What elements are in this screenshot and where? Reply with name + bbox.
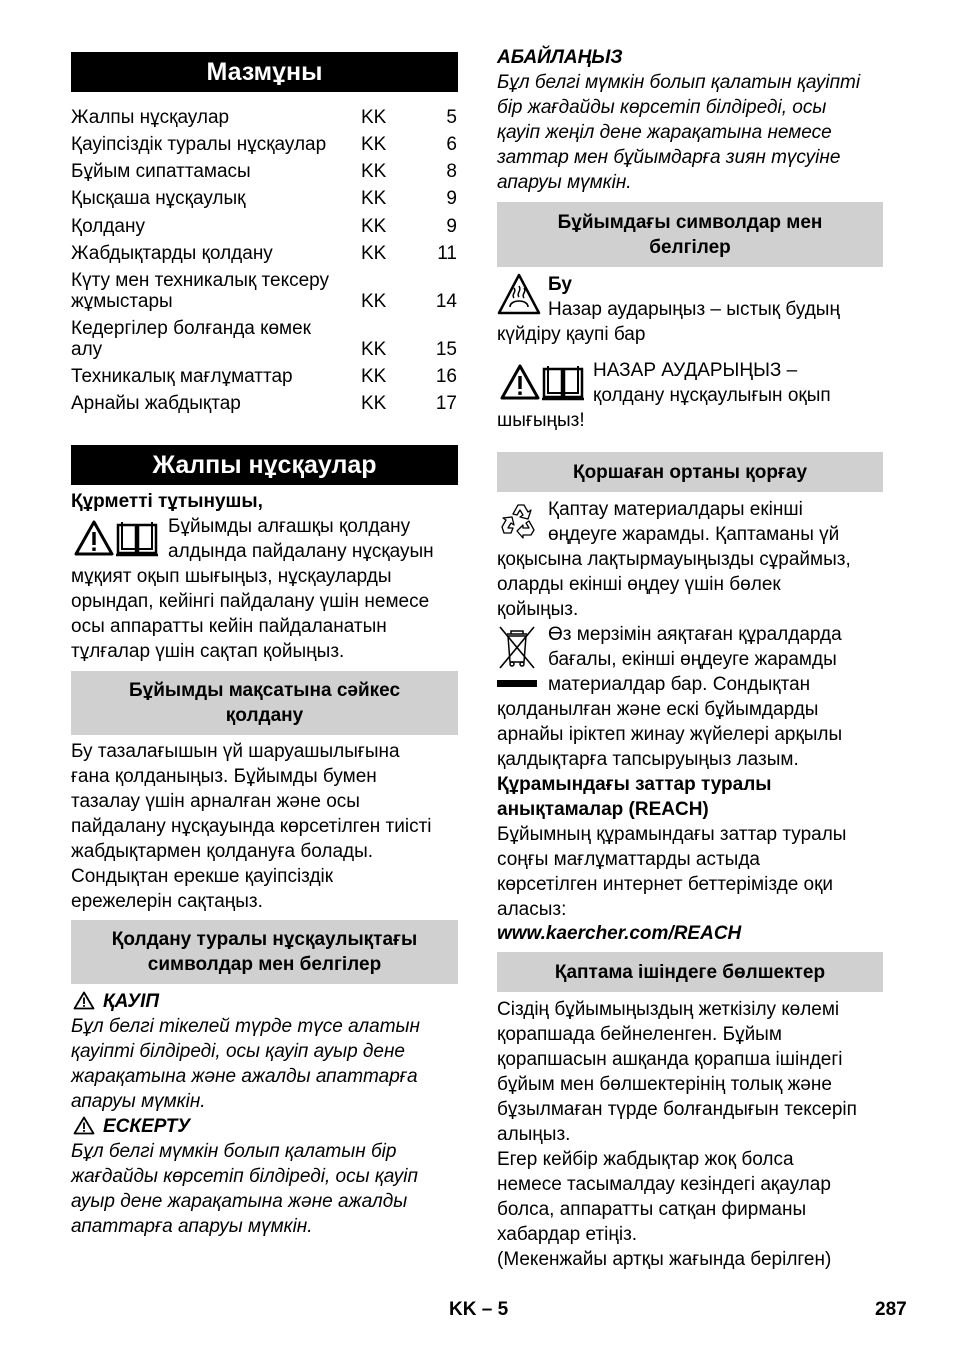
package-heading: Қаптама ішіндеге бөлшектер bbox=[497, 952, 883, 992]
package-text: Сіздің бұйымыңыздың жеткізілу көлемі қорапшада бейнеленген. Бұйым қорапшасын ашқанда қорапша ішіндегі бұйым мен бөлшектерінің толық және бұзылмаған түрде болғандығын тексеріп алыңыз. Егер кейбір жабдықтар жоқ болса немесе тасымалдау кезіндегі ақаулар болса, аппаратты сатқан фирманы хабардар етіңіз. (Мекенжайы артқы жағында берілген) bbox=[497, 999, 857, 1270]
intro-lines-full: мұқият оқып шығыңыз, нұсқауларды орындап, кейінгі пайдалану үшін немесе осы аппаратты кейін пайдаланатын тұлғалар үшін сақтап қойыңыз. bbox=[71, 566, 430, 662]
weee-text-full: қолданылған және ескі бұйымдарды арнайы іріктеп жинау жүйелері арқылы қалдықтарға тапсыруыңыз лазым. bbox=[497, 699, 843, 770]
warning-small-icon bbox=[73, 1116, 95, 1135]
weee-text-short: Өз мерзімін аяқтаған құралдарда бағалы, екінші өңдеуге жарамды материалдар бар. Сондықтан bbox=[548, 624, 842, 695]
steam-hazard-icon bbox=[497, 273, 541, 317]
warning-triangle-icon bbox=[74, 520, 114, 556]
toc-item[interactable]: Жабдықтарды қолдану KK 11 bbox=[71, 243, 457, 264]
toc-item[interactable]: Қолдану KK 9 bbox=[71, 216, 457, 237]
danger-text: Бұл белгі тікелей түрде түсе алатын қауіпті білдіреді, осы қауіп ауыр дене жарақатына және ажалды апаттарға апаруы мүмкін. bbox=[71, 1016, 420, 1112]
toc-item[interactable]: Күту мен техникалық тексеру жұмыстары KK 14 bbox=[71, 270, 457, 312]
steam-line-2: күйдіру қаупі бар bbox=[497, 324, 646, 345]
toc-heading: Мазмұны bbox=[71, 52, 458, 92]
toc-item[interactable]: Арнайы жабдықтар KK 17 bbox=[71, 393, 457, 414]
danger-label: ҚАУІП bbox=[103, 991, 160, 1012]
crossed-bin-icon bbox=[497, 624, 537, 694]
steam-label: Бу bbox=[548, 274, 572, 295]
manual-line-3: шығыңыз! bbox=[497, 410, 585, 431]
symbols-manual-heading: Қолдану туралы нұсқаулықтағы символдар мен белгілер bbox=[71, 920, 458, 984]
reach-text: Бұйымның құрамындағы заттар туралы соңғы мағлұматтарды астыда көрсетілген интернет беттерімізде оқи аласыз: bbox=[497, 824, 847, 920]
intro-lines-short: Бұйымды алғашқы қолдану алдында пайдалану нұсқауын bbox=[168, 516, 434, 562]
manual-line-2: қолдану нұсқаулығын оқып bbox=[593, 385, 831, 406]
manual-line-1: НАЗАР АУДАРЫҢЫЗ – bbox=[593, 360, 798, 381]
manual-book-icon bbox=[541, 363, 585, 401]
recycle-text-short: Қаптау материалдары екінші өңдеуге жарамды. Қаптаманы үй bbox=[548, 499, 840, 545]
general-heading: Жалпы нұсқаулар bbox=[71, 445, 458, 485]
intended-use-text: Бу тазалағышын үй шаруашылығына ғана қолданыңыз. Бұйымды бумен тазалау үшін арналған және осы пайдалану нұсқауында көрсетілген тиісті жабдықтармен қолдануға болады. Сондықтан ерекше қауіпсіздік ережелерін сақтаңыз. bbox=[71, 741, 432, 912]
recycle-icon bbox=[499, 500, 539, 540]
caution-text: Бұл белгі мүмкін болып қалатын қауіпті бір жағдайды көрсетіп білдіреді, осы қауіп жеңіл дене жарақатына немесе заттар мен бұйымдарға зиян түсуіне апаруы мүмкін. bbox=[497, 72, 861, 193]
manual-book-icon bbox=[115, 519, 159, 557]
danger-triangle-icon bbox=[73, 991, 95, 1010]
toc-item[interactable]: Жалпы нұсқаулар KK 5 bbox=[71, 107, 457, 128]
toc-item[interactable]: Бұйым сипаттамасы KK 8 bbox=[71, 161, 457, 182]
reach-link[interactable]: www.kaercher.com/REACH bbox=[497, 923, 742, 944]
environment-heading: Қоршаған ортаны қорғау bbox=[497, 452, 883, 492]
recycle-text-full: қоқысына лақтырмауыңызды сұраймыз, оларды екінші өңдеу үшін бөлек қойыңыз. bbox=[497, 549, 851, 620]
toc-item[interactable]: Кедергілер болғанда көмек алу KK 15 bbox=[71, 318, 457, 360]
steam-line-1: Назар аударыңыз – ыстық будың bbox=[548, 299, 840, 320]
intended-use-heading: Бұйымды мақсатына сәйкес қолдану bbox=[71, 671, 458, 735]
page-number: 287 bbox=[875, 1299, 907, 1320]
warning-label: ЕСКЕРТУ bbox=[103, 1116, 191, 1137]
toc-item[interactable]: Қысқаша нұсқаулық KK 9 bbox=[71, 188, 457, 209]
greeting: Құрметті тұтынушы, bbox=[71, 491, 263, 512]
symbols-device-heading: Бұйымдағы символдар мен белгілер bbox=[497, 202, 883, 267]
toc-item[interactable]: Қауіпсіздік туралы нұсқаулар KK 6 bbox=[71, 134, 457, 155]
reach-heading: Құрамындағы заттар туралы анықтамалар (REACH) bbox=[497, 774, 772, 820]
footer-section: KK – 5 bbox=[449, 1299, 509, 1320]
warning-text: Бұл белгі мүмкін болып қалатын бір жағдайды көрсетіп білдіреді, осы қауіп ауыр дене жарақатына және ажалды апаттарға апаруы мүмкін. bbox=[71, 1141, 418, 1237]
warning-triangle-icon bbox=[500, 364, 540, 400]
caution-label: АБАЙЛАҢЫЗ bbox=[497, 47, 623, 68]
toc-item[interactable]: Техникалық мағлұматтар KK 16 bbox=[71, 366, 457, 387]
